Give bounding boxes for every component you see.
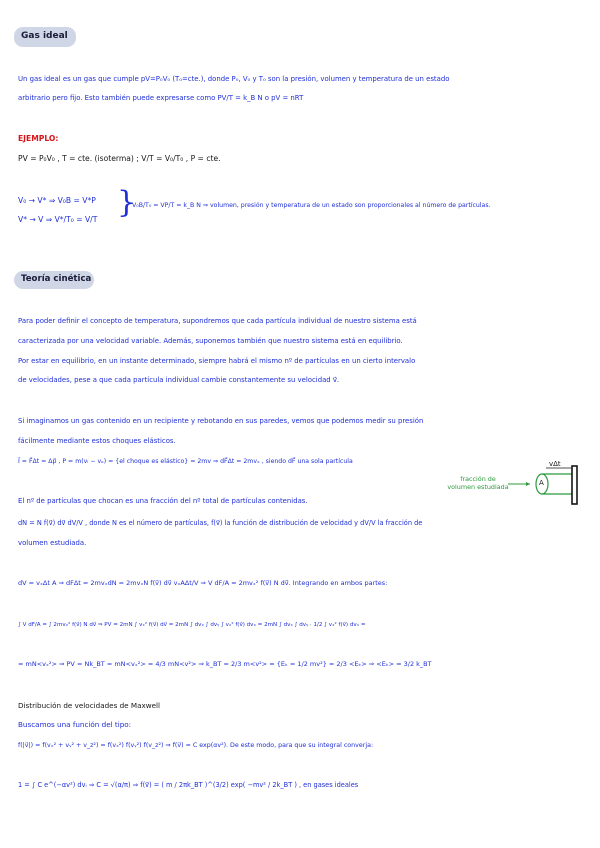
section-title-text: Teoría cinética	[21, 274, 92, 284]
section-title-gas-ideal	[14, 27, 76, 47]
equation-1: dV = vₓΔt A ⇒ dFΔt = 2mvₓdN = 2mvₓN f(v⃗) dv⃗ vₓAΔt/V ⇒ V dF/A = 2mvₓ² f(v⃗) N dv⃗. Integrando en ambos partes:	[18, 579, 388, 587]
equation-2: ∫ V dF/A = ∫ 2mvₓ² f(v⃗) N dv⃗ ⇒ PV = 2mN ∫ vₓ² f(v⃗) dv⃗ = 2mN ∫ dvₓ ∫ dvᵧ ∫ vₓ² f(v⃗) dvₓ = 2mN ∫ dvₓ ∫ dvᵧ · 1/2 ∫ vₓ² f(v⃗) dvₓ =	[18, 622, 366, 628]
maxwell-line-1: Buscamos una función del tipo:	[18, 720, 132, 729]
volume-fraction-note: fracción de volumen estudiada	[447, 475, 509, 491]
theory-p3-line-2: dN = N f(v⃗) dv⃗ dV/V , donde N es el número de partículas, f(v⃗) la función de distribución de velocidad y dV/V la fracción de	[18, 519, 423, 527]
theory-p3-line-1: El nº de partículas que chocan es una fracción del nº total de partículas contenidas.	[18, 497, 308, 505]
example-brace: }	[117, 185, 137, 220]
theory-p1-line-3: Por estar en equilibrio, en un instante determinado, siempre habrá el mismo nº de partículas en un cierto intervalo	[18, 357, 416, 365]
example-line-1: PV = P₀V₀ , T = cte. (isoterma) ; V/T = V₀/T₀ , P = cte.	[18, 154, 221, 163]
maxwell-line-2: f(|v⃗|) = f(vₓ² + vᵧ² + v_z²) = f(vₓ²) f(vᵧ²) f(v_z²) ⇒ f(v⃗) = C exp(αv²). De este modo, para que su integral converja:	[18, 742, 374, 749]
intro-line-1: Un gas ideal es un gas que cumple pV=P₀V₀ (T₀=cte.), donde P₀, V₀ y T₀ son la presión, volumen y temperatura de un estado	[18, 75, 450, 83]
equation-3: = mN<vₓ²> ⇒ PV = Nk_BT = mN<vₓ²> = 4/3 mN<v²> ⇒ k_BT = 2/3 m<v²> = {Eₖ = 1/2 mv²} = 2/3 <Eₖ> ⇒ <Eₖ> = 3/2 k_BT	[18, 660, 432, 668]
maxwell-title: Distribución de velocidades de Maxwell	[18, 701, 161, 710]
example-result: V₀B/T₀ = VP/T = k_B N ⇒ volumen, presión y temperatura de un estado son proporcionales al número de partículas.	[132, 202, 491, 209]
maxwell-line-3: 1 = ∫ C e^(−αv²) dvᵢ ⇒ C = √(α/π) ⇒ f(v⃗) = ( m / 2πk_BT )^(3/2) exp( −mv² / 2k_BT ) , en gases ideales	[18, 781, 359, 789]
theory-p1-line-1: Para poder definir el concepto de temperatura, supondremos que cada partícula individual de nuestro sistema está	[18, 317, 417, 325]
example-line-3: V* → V ⇒ V*/T₀ = V/T	[18, 215, 98, 224]
section-title-text: Gas ideal	[21, 31, 68, 41]
theory-p2-line-1: Si imaginamos un gas contenido en un recipiente y rebotando en sus paredes, vemos que podemos medir su presión	[18, 417, 424, 425]
theory-p1-line-2: caracterizada por una velocidad variable. Además, suponemos también que nuestro sistema está en equilibrio.	[18, 337, 403, 345]
intro-line-2: arbitrario pero fijo. Esto también puede expresarse como PV/T = k_B N o pV = nRT	[18, 94, 304, 102]
wall-cylinder-diagram	[500, 462, 592, 506]
theory-p1-line-4: de velocidades, pese a que cada partícula individual cambie constantemente su velocidad v⃗.	[18, 376, 340, 384]
theory-p2-line-3: I⃗ = F⃗Δt = Δp⃗ , P = m(vᵢ − vₒ) = {el choque es elástico} = 2mv ⇒ dF⃗Δt = 2mvₓ , siendo dF⃗ una sola partícula	[18, 458, 353, 465]
example-line-2: V₀ → V* ⇒ V₀B = V*P	[18, 196, 96, 205]
section-title-teoria-cinetica	[14, 271, 94, 289]
theory-p3-line-3: volumen estudiada.	[18, 539, 87, 547]
vdt-label: vΔt	[549, 460, 561, 468]
area-label: A	[539, 479, 544, 487]
theory-p2-line-2: fácilmente mediante estos choques elásticos.	[18, 437, 176, 445]
example-label: EJEMPLO:	[18, 134, 59, 143]
